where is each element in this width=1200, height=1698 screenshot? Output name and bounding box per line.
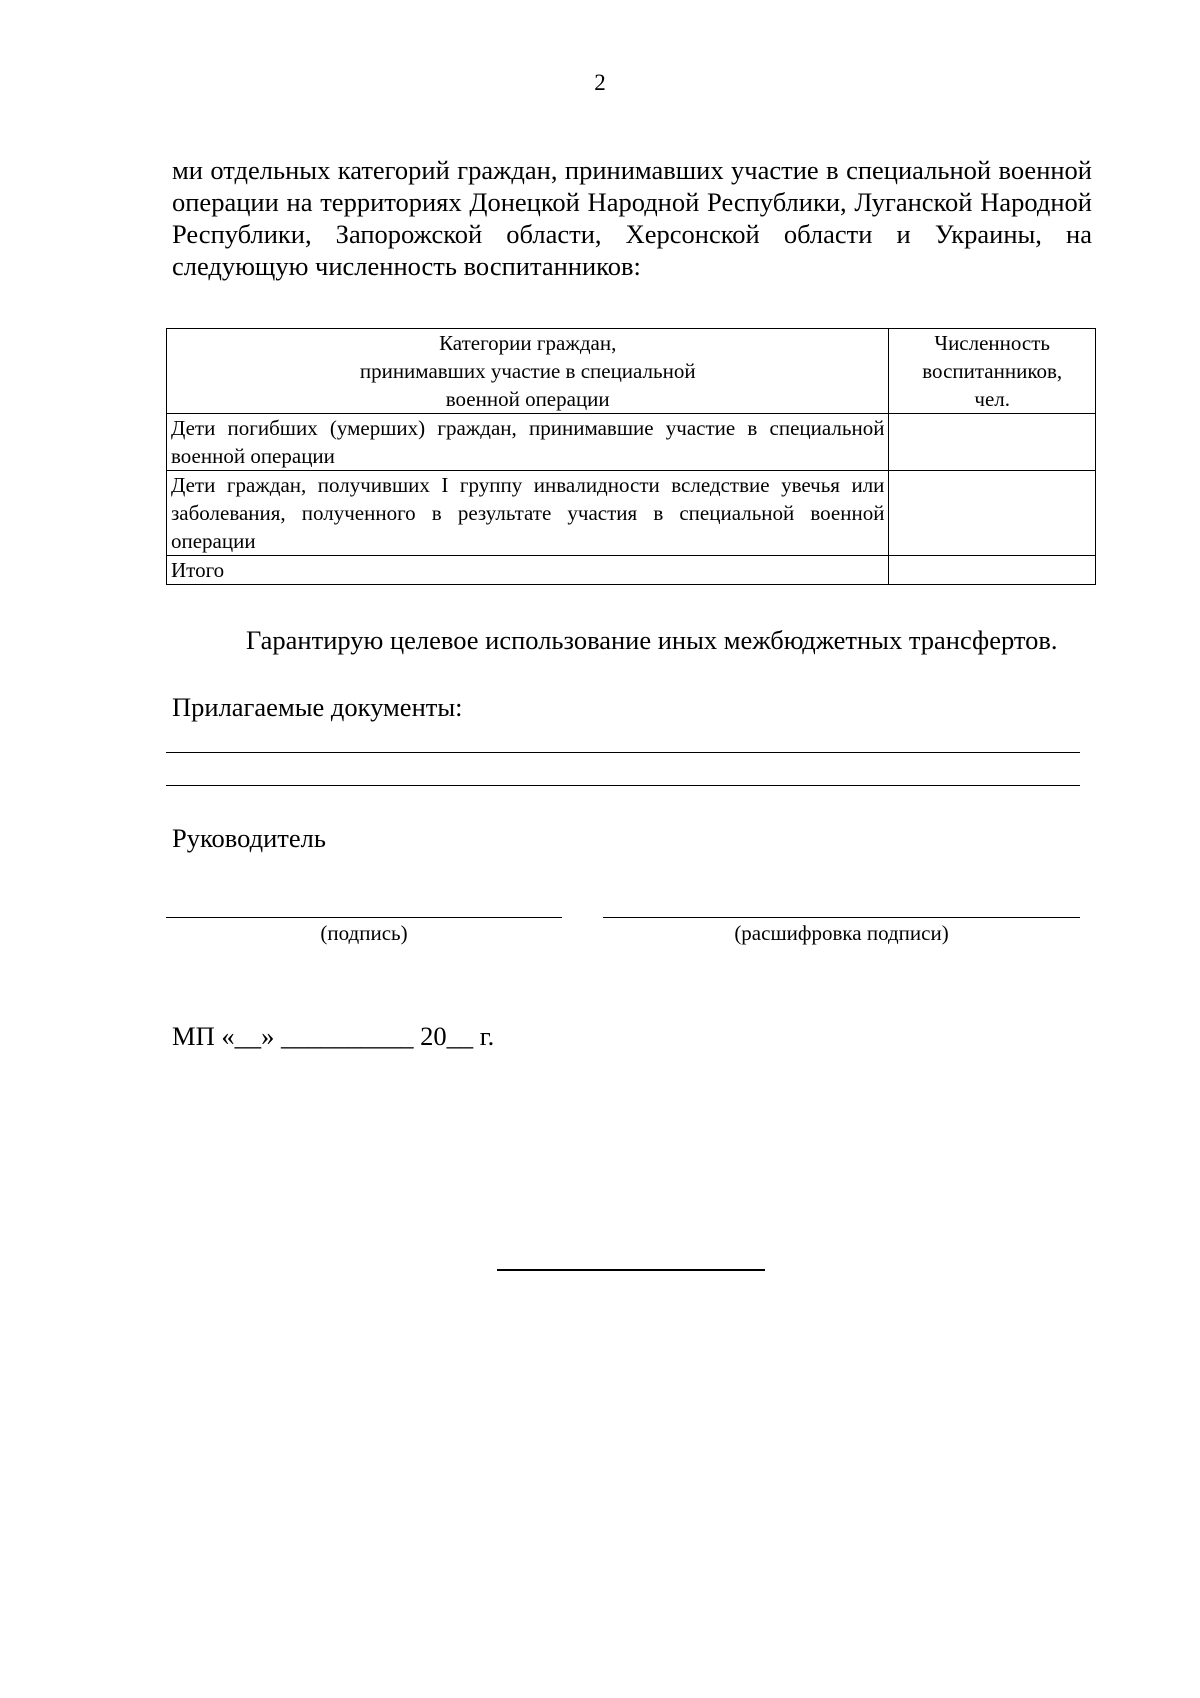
- header-category-line: военной операции: [445, 387, 610, 411]
- header-count-line: Численность: [934, 331, 1051, 355]
- row-category: Дети граждан, получивших I группу инвалидности вследствие увечья или заболевания, полученного в результате участия в специальной военной операции: [167, 471, 889, 556]
- guarantee-paragraph: Гарантирую целевое использование иных межбюджетных трансфертов.: [246, 625, 1058, 655]
- row-category: Итого: [167, 556, 889, 585]
- attached-documents-line: [166, 752, 1080, 753]
- table-row: [167, 471, 1096, 556]
- page-number: 2: [594, 70, 606, 95]
- row-count: [889, 556, 1096, 585]
- signature-line: [166, 917, 562, 918]
- head-label: Руководитель: [172, 823, 326, 853]
- header-count-line: воспитанников,: [922, 359, 1063, 383]
- row-count: [889, 414, 1096, 471]
- intro-paragraph: ми отдельных категорий граждан, принимавших участие в специальной военной операции на территориях Донецкой Народной Республики, Луганской Народной Республики, Запорожской области, Херсонской области и Украины, на следующую численность воспитанников:: [172, 155, 1092, 281]
- seal-date-line: МП «__» __________ 20__ г.: [172, 1021, 495, 1051]
- header-count: [889, 329, 1096, 414]
- signature-decoding-caption: (расшифровка подписи): [734, 921, 949, 945]
- table-header-row: [167, 329, 1096, 414]
- signature-caption: (подпись): [320, 921, 408, 945]
- beneficiary-table: [166, 328, 1096, 585]
- row-count: [889, 471, 1096, 556]
- signature-decoding-line: [603, 917, 1080, 918]
- header-category-line: принимавших участие в специальной: [359, 359, 696, 383]
- attached-documents-line: [166, 785, 1080, 786]
- table-row: [167, 414, 1096, 471]
- header-category: [167, 329, 889, 414]
- attached-documents-label: Прилагаемые документы:: [172, 692, 463, 722]
- row-category: Дети погибших (умерших) граждан, принимавшие участие в специальной военной операции: [167, 414, 889, 471]
- table-row: [167, 556, 1096, 585]
- header-count-line: чел.: [974, 387, 1011, 411]
- header-category-line: Категории граждан,: [439, 331, 617, 355]
- end-of-document-rule: [497, 1269, 765, 1271]
